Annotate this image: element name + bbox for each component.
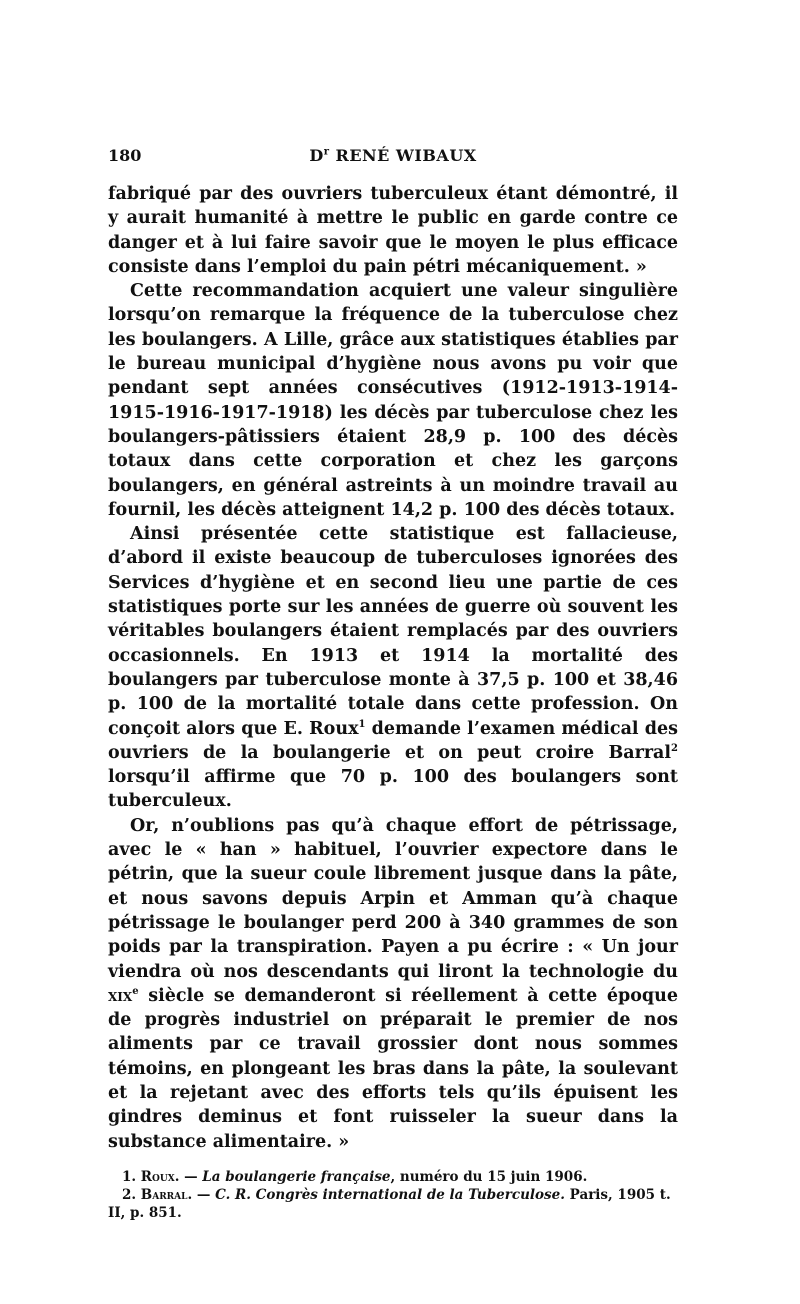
footnote-title: La boulangerie française — [202, 1168, 391, 1185]
paragraph-text: siècle se demanderont si réellement à cette époque de progrès industriel on préparait le premier de nos aliments par ce travail grossier dont nous sommes témoins, en plongeant les bras dans la pâte, la soulevant et la rejetant avec des efforts tels qu’ils épuisent les gindres deminus et font ruisseler la sueur dans la substance alimentaire. » — [108, 985, 678, 1152]
footnote-dash: — — [179, 1168, 203, 1185]
century-numeral: xix — [108, 985, 133, 1006]
page-header — [108, 146, 678, 170]
footnote-author: Barral. — [140, 1186, 193, 1203]
running-head-prefix: D — [309, 146, 324, 165]
footnote-rest: Paris, 1905 t. II, p. 851. — [108, 1186, 671, 1221]
paragraph-fallacious — [108, 522, 678, 814]
footnote-rest: , numéro du 15 juin 1906. — [390, 1168, 588, 1185]
paragraph-kneading — [108, 814, 678, 1154]
running-head-sup: r — [323, 146, 330, 158]
footnote-ref-2[interactable]: 2 — [671, 743, 678, 754]
paragraph-text: lorsqu’il affirme que 70 p. 100 des boulangers sont tuberculeux. — [108, 767, 678, 812]
running-head-name: RENÉ WIBAUX — [329, 146, 477, 165]
century-sup: e — [132, 985, 139, 997]
footnote-author: Roux. — [140, 1168, 180, 1185]
footnote-2 — [108, 1186, 678, 1222]
footnote-title: C. R. Congrès international de la Tuberculose. — [215, 1186, 565, 1203]
body-text — [108, 182, 678, 1154]
footnote-1 — [108, 1168, 678, 1186]
footnote-number: 2. — [122, 1186, 137, 1203]
footnote-number: 1. — [122, 1168, 137, 1185]
paragraph-text: demande l’examen médical des ouvriers de la boulangerie et on peut croire Barral — [108, 718, 678, 763]
footnote-ref-1[interactable]: 1 — [358, 718, 366, 730]
book-page — [108, 146, 678, 1222]
page-number: 180 — [108, 146, 142, 165]
footnotes — [108, 1168, 678, 1222]
running-head — [108, 146, 678, 165]
paragraph-statistics: Cette recommandation acquiert une valeur singulière lorsqu’on remarque la fréquence de la tuberculose chez les boulangers. A Lille, grâce aux statistiques établies par le bureau municipal d’hygiène nous avons pu voir que pendant sept années consécutives (1912-1913-1914-1915-1916-1917-1918) les décès par tuberculose chez les boulangers-pâtissiers étaient 28,9 p. 100 des décès totaux dans cette corporation et chez les garçons boulangers, en général astreints à un moindre travail au fournil, les décès atteignent 14,2 p. 100 des décès totaux. — [108, 281, 678, 520]
paragraph-text: Or, n’oublions pas qu’à chaque effort de pétrissage, avec le « han » habituel, l’ouvrier expectore dans le pétrin, que la sueur coule librement jusque dans la pâte, et nous savons depuis Arpin et Amman qu’à chaque pétrissage le boulanger perd 200 à 340 grammes de son poids par la transpiration. Payen a pu écrire : « Un jour viendra où nos descendants qui liront la technologie du — [108, 815, 678, 982]
paragraph-continuation: fabriqué par des ouvriers tuberculeux étant démontré, il y aurait humanité à mettre le public en garde contre ce danger et à lui faire savoir que le moyen le plus efficace consiste dans l’emploi du pain pétri mécaniquement. » — [108, 184, 678, 277]
paragraph-text: Ainsi présentée cette statistique est fallacieuse, d’abord il existe beaucoup de tuberculoses ignorées des Services d’hygiène et en second lieu une partie de ces statistiques porte sur les années de guerre où souvent les véritables boulangers étaient remplacés par des ouvriers occasionnels. En 1913 et 1914 la mortalité des boulangers par tuberculose monte à 37,5 p. 100 et 38,46 p. 100 de la mortalité totale dans cette profession. On conçoit alors que E. Roux — [108, 524, 678, 739]
footnote-dash: — — [192, 1186, 216, 1203]
